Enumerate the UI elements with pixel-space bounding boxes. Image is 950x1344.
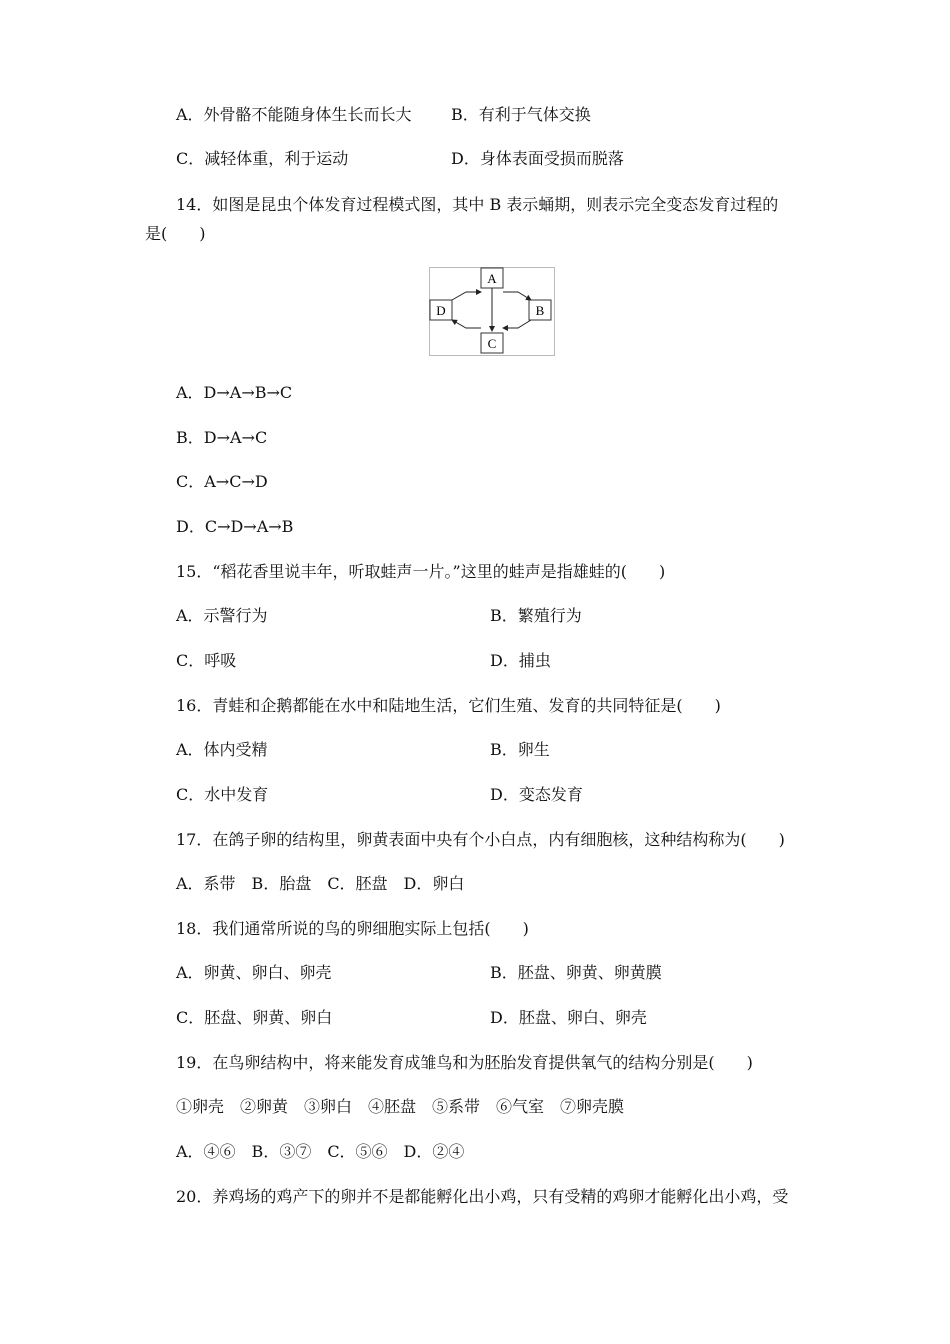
stage-label-a: A	[487, 271, 497, 286]
q16-option-c: C．水中发育	[176, 785, 269, 804]
q13-option-d: D．身体表面受损而脱落	[451, 149, 624, 168]
q19-stem: 19．在鸟卵结构中，将来能发育成雏鸟和为胚胎发育提供氧气的结构分别是( )	[176, 1053, 753, 1072]
q19-options: A．④⑥ B．③⑦ C．⑤⑥ D．②④	[176, 1142, 465, 1161]
q14-stem-line2: 是( )	[145, 224, 206, 243]
q18-option-a: A．卵黄、卵白、卵壳	[176, 963, 332, 982]
q16-option-b: B．卵生	[490, 740, 550, 759]
arrow-d-to-a	[452, 292, 481, 300]
q15-option-c: C．呼吸	[176, 651, 237, 670]
q14-stem-line1: 14．如图是昆虫个体发育过程模式图，其中 B 表示蛹期，则表示完全变态发育过程的	[176, 195, 779, 214]
q15-option-a: A．示警行为	[176, 606, 268, 625]
stage-label-c: C	[487, 336, 497, 351]
arrow-c-to-d	[452, 320, 481, 328]
insect-development-diagram	[429, 267, 555, 356]
q19-structure-list: ①卵壳 ②卵黄 ③卵白 ④胚盘 ⑤系带 ⑥气室 ⑦卵壳膜	[176, 1097, 625, 1116]
q17-options: A．系带 B．胎盘 C．胚盘 D．卵白	[176, 874, 465, 893]
q16-option-d: D．变态发育	[490, 785, 583, 804]
q18-option-b: B．胚盘、卵黄、卵黄膜	[490, 963, 662, 982]
q16-stem: 16．青蛙和企鹅都能在水中和陆地生活，它们生殖、发育的共同特征是( )	[176, 696, 721, 715]
q15-stem: 15．“稻花香里说丰年，听取蛙声一片。”这里的蛙声是指雄蛙的( )	[176, 562, 666, 581]
stage-label-d: D	[436, 303, 446, 318]
q17-stem: 17．在鸽子卵的结构里，卵黄表面中央有个小白点，内有细胞核，这种结构称为( )	[176, 830, 785, 849]
q13-option-c: C．减轻体重，利于运动	[176, 149, 349, 168]
q14-option-b: B．D→A→C	[176, 428, 268, 447]
q13-option-a: A．外骨骼不能随身体生长而长大	[176, 105, 412, 124]
q20-stem-line1: 20．养鸡场的鸡产下的卵并不是都能孵化出小鸡，只有受精的鸡卵才能孵化出小鸡，受	[176, 1187, 789, 1206]
q14-option-d: D．C→D→A→B	[176, 517, 294, 536]
q14-option-a: A．D→A→B→C	[176, 383, 293, 402]
stage-label-b: B	[535, 303, 545, 318]
q15-option-d: D．捕虫	[490, 651, 551, 670]
q18-option-d: D．胚盘、卵白、卵壳	[490, 1008, 647, 1027]
q18-stem: 18．我们通常所说的鸟的卵细胞实际上包括( )	[176, 919, 529, 938]
arrow-b-to-c	[503, 320, 531, 328]
q14-option-c: C．A→C→D	[176, 472, 268, 491]
arrow-a-to-b	[503, 292, 531, 300]
q13-option-b: B．有利于气体交换	[451, 105, 591, 124]
q15-option-b: B．繁殖行为	[490, 606, 582, 625]
q18-option-c: C．胚盘、卵黄、卵白	[176, 1008, 333, 1027]
q16-option-a: A．体内受精	[176, 740, 268, 759]
